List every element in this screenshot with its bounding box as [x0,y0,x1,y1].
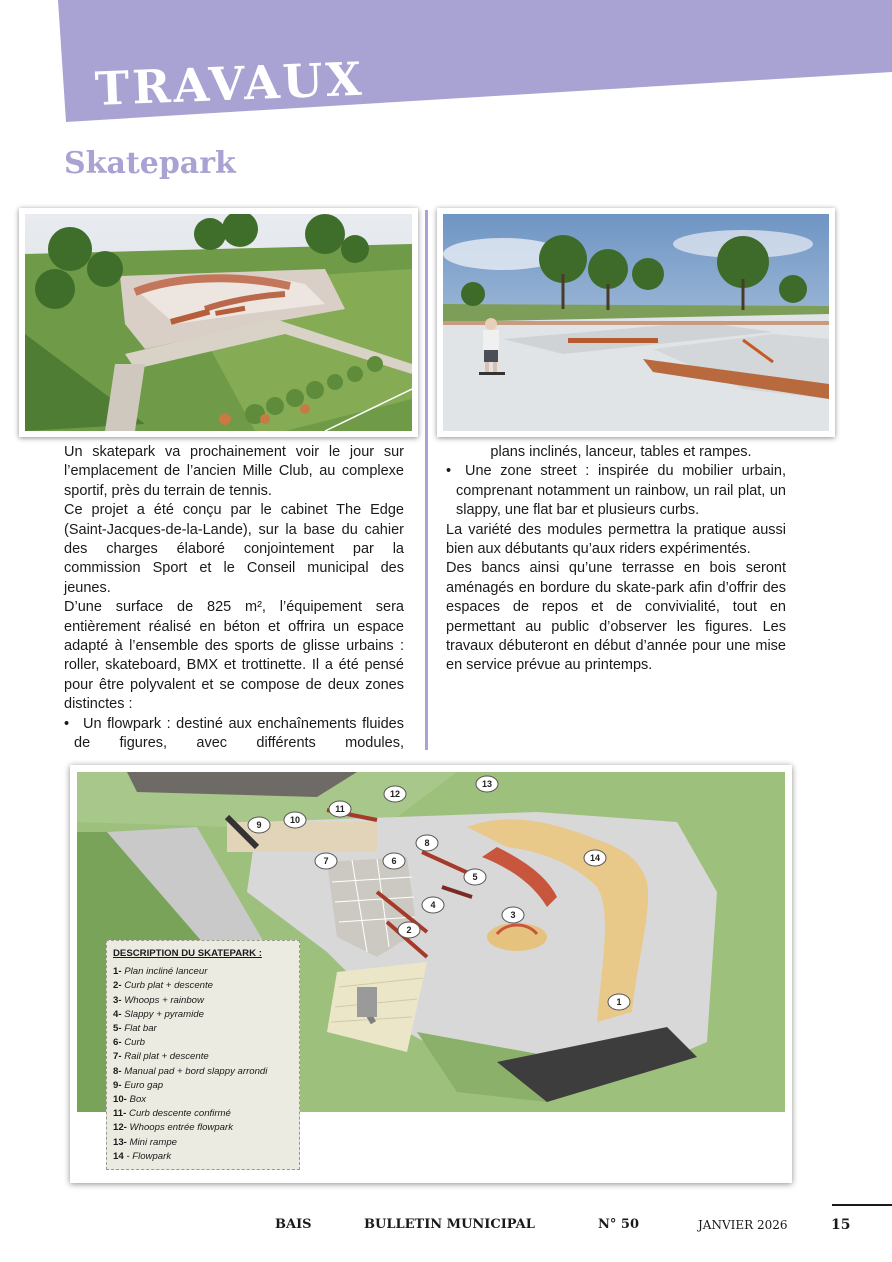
svg-text:6: 6 [391,856,397,866]
legend-item: 10- Box [113,1094,147,1106]
paragraph: La variété des modules permettra la pratique aussi bien aux débutants qu’aux riders expérimentés. [446,521,786,558]
svg-text:3: 3 [510,910,516,920]
footer-publication: BULLETIN MUNICIPAL [364,1217,535,1232]
aerial-render-photo [19,208,418,437]
bullet-icon: • [64,715,70,732]
svg-text:8: 8 [424,838,430,848]
bullet-icon: • [446,463,452,480]
legend-item: 4- Slappy + pyramide [113,1008,204,1020]
page-title: Skatepark [64,146,236,181]
legend-item: 13- Mini rampe [113,1136,177,1148]
plan-marker [384,786,406,802]
legend-item: 1- Plan incliné lanceur [113,966,208,978]
legend-title: DESCRIPTION DU SKATEPARK : [113,948,262,959]
svg-text:5: 5 [472,872,478,882]
legend-item: 6- Curb [113,1037,145,1049]
plan-marker [398,922,420,938]
article-column-left [64,443,404,754]
legend-item: 11- Curb descente confirmé [113,1108,231,1120]
column-divider [425,210,428,750]
paragraph: Ce projet a été conçu par le cabinet The Edge (Saint-Jacques-de-la-Lande), sur la base du cahier des charges élaboré conjointement par la commission Sport et le Conseil municipal des jeunes. [64,502,404,596]
svg-text:1: 1 [616,997,622,1007]
legend-item: 2- Curb plat + descente [113,980,214,992]
svg-text:10: 10 [289,815,301,825]
legend-item: 14 - Flowpark [113,1150,172,1162]
paragraph: D’une surface de 825 m², l’équipement sera entièrement réalisé en béton et offrira un espace adapté à l’ensemble des sports de glisse urbains : roller, skateboard, BMX et trottinette. Il a été pensé pour être polyvalent et se compose de deux zones distinctes : [64,599,404,713]
aerial-render-image [25,214,412,431]
svg-text:7: 7 [323,856,329,866]
svg-text:4: 4 [430,900,436,910]
plan-marker [608,994,630,1010]
list-item: • Une zone street : inspirée du mobilier urbain, comprenant notamment un rainbow, un rail plat, un slappy, une flat bar et plusieurs curbs. [446,463,786,519]
plan-marker [464,869,486,885]
page-footer [0,1210,892,1262]
svg-text:9: 9 [256,820,262,830]
page-number: 15 [831,1217,851,1233]
plan-marker [422,897,444,913]
legend-item: 5- Flat bar [113,1023,157,1035]
plan-marker [416,835,438,851]
plan-marker [502,907,524,923]
legend-item: 12- Whoops entrée flowpark [113,1122,233,1134]
street-render-photo [437,208,835,437]
paragraph: Un skatepark va prochainement voir le jour sur l’emplacement de l’ancien Mille Club, au complexe sportif, près du terrain de tennis. [64,444,404,499]
paragraph-continuation: plans inclinés, lanceur, tables et rampes. [490,444,752,460]
paragraph: Des bancs ainsi qu’une terrasse en bois seront aménagés en bordure du skate-park afin d’offrir des espaces de repos et de convivialité, tout en permettant au public d’observer les figures. Les travaux débuteront en début d’année pour une mise en service prévue au printemps. [446,560,786,674]
footer-date: JANVIER 2026 [698,1218,788,1232]
street-render-image [443,214,829,431]
legend-item: 3- Whoops + rainbow [113,994,204,1006]
footer-issue-number: N° 50 [598,1217,639,1232]
footer-town: BAIS [275,1217,312,1232]
section-heading: TRAVAUX [94,51,366,116]
plan-marker [584,850,606,866]
plan-marker [315,853,337,869]
plan-legend [106,940,300,1170]
svg-text:11: 11 [335,804,345,814]
svg-text:13: 13 [481,779,493,789]
plan-marker [383,853,405,869]
article-column-right [446,443,786,676]
plan-marker [329,801,351,817]
plan-marker [284,812,306,828]
plan-marker [248,817,270,833]
footer-rule [832,1204,892,1206]
list-item: • Un flowpark : destiné aux enchaînements fluides de figures, avec différents modules, [64,715,404,752]
svg-text:2: 2 [406,925,412,935]
legend-item: 7- Rail plat + descente [113,1051,209,1063]
svg-text:12: 12 [389,789,401,799]
plan-marker [476,776,498,792]
legend-item: 9- Euro gap [113,1079,164,1091]
svg-text:14: 14 [589,853,601,863]
legend-item: 8- Manual pad + bord slappy arrondi [113,1065,268,1077]
